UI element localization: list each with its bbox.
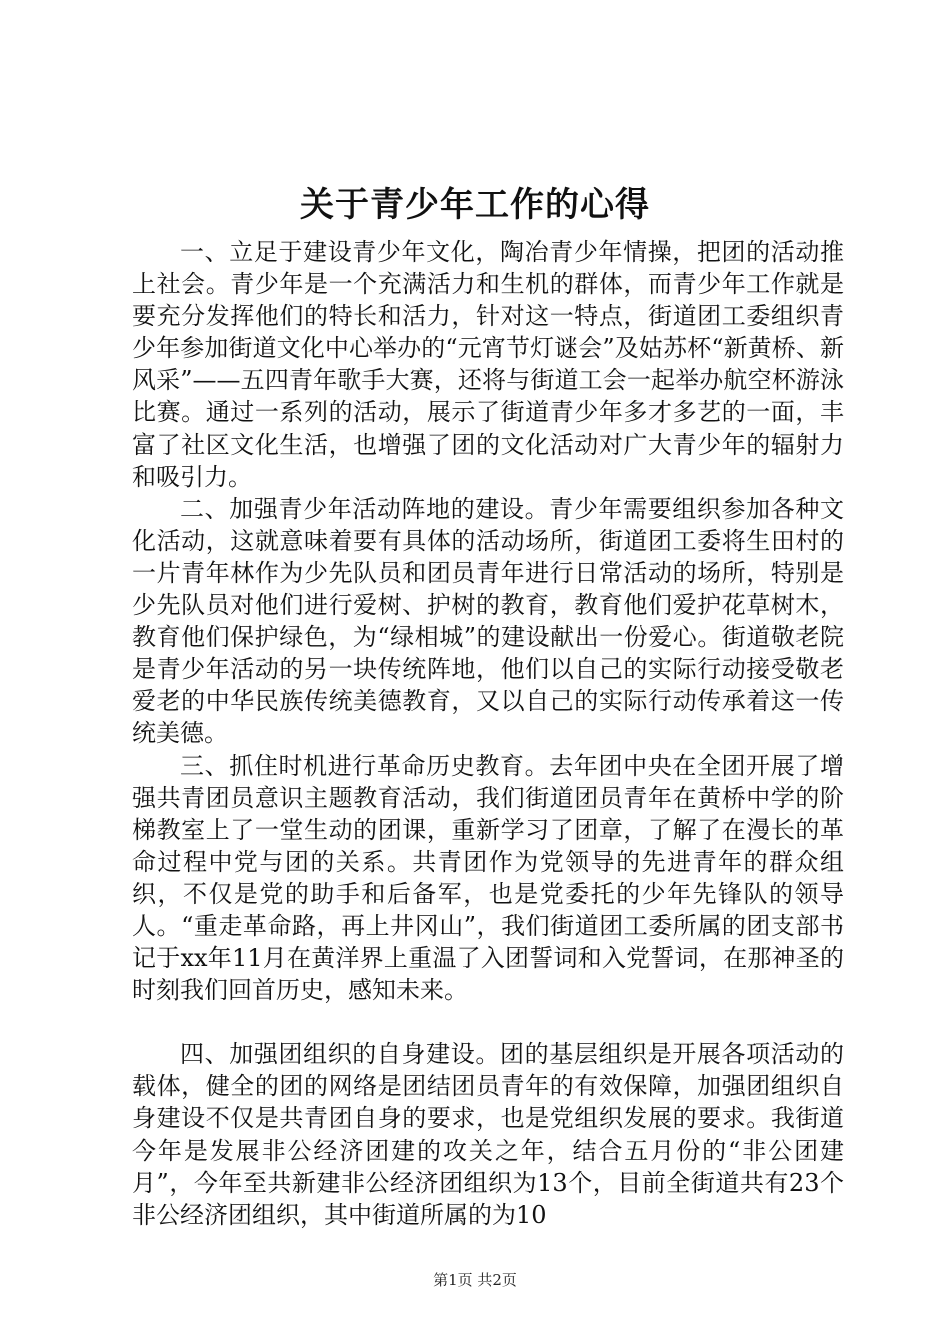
paragraph-4: 四、加强团组织的自身建设。团的基层组织是开展各项活动的载体，健全的团的网络是团结团员青年的有效保障，加强团组织自身建设不仅是共青团自身的要求，也是党组织发展的要求。我街道今年是发展非公经济团建的攻关之年，结合五月份的“非公团建月”，今年至共新建非公经济团组织为13个，目前全街道共有23个非公经济团组织，其中街道所属的为10 bbox=[132, 1040, 844, 1229]
paragraph-3: 三、抓住时机进行革命历史教育。去年团中央在全团开展了增强共青团员意识主题教育活动，我们街道团员青年在黄桥中学的阶梯教室上了一堂生动的团课，重新学习了团章，了解了在漫长的革命过程中党与团的关系。共青团作为党领导的先进青年的群众组织，不仅是党的助手和后备军，也是党委托的少年先锋队的领导人。“重走革命路，再上井冈山”，我们街道团工委所属的团支部书记于xx年11月在黄洋界上重温了入团誓词和入党誓词，在那神圣的时刻我们回首历史，感知未来。 bbox=[132, 751, 844, 1005]
paragraph-spacer bbox=[132, 1006, 844, 1038]
paragraph-2: 二、加强青少年活动阵地的建设。青少年需要组织参加各种文化活动，这就意味着要有具体的活动场所，街道团工委将生田村的一片青年林作为少先队员和团员青年进行日常活动的场所，特别是少先队员对他们进行爱树、护树的教育，教育他们爱护花草树木，教育他们保护绿色，为“绿相城”的建设献出一份爱心。街道敬老院是青少年活动的另一块传统阵地，他们以自己的实际行动接受敬老爱老的中华民族传统美德教育，又以自己的实际行动传承着这一传统美德。 bbox=[132, 494, 844, 748]
document-title: 关于青少年工作的心得 bbox=[300, 185, 650, 225]
document-body bbox=[132, 236, 844, 1231]
paragraph-1: 一、立足于建设青少年文化，陶冶青少年情操，把团的活动推上社会。青少年是一个充满活力和生机的群体，而青少年工作就是要充分发挥他们的特长和活力，针对这一特点，街道团工委组织青少年参加街道文化中心举办的“元宵节灯谜会”及姑苏杯“新黄桥、新风采”——五四青年歌手大赛，还将与街道工会一起举办航空杯游泳比赛。通过一系列的活动，展示了街道青少年多才多艺的一面，丰富了社区文化生活，也增强了团的文化活动对广大青少年的辐射力和吸引力。 bbox=[132, 238, 844, 491]
page-footer: 第1页 共2页 bbox=[433, 1271, 517, 1289]
